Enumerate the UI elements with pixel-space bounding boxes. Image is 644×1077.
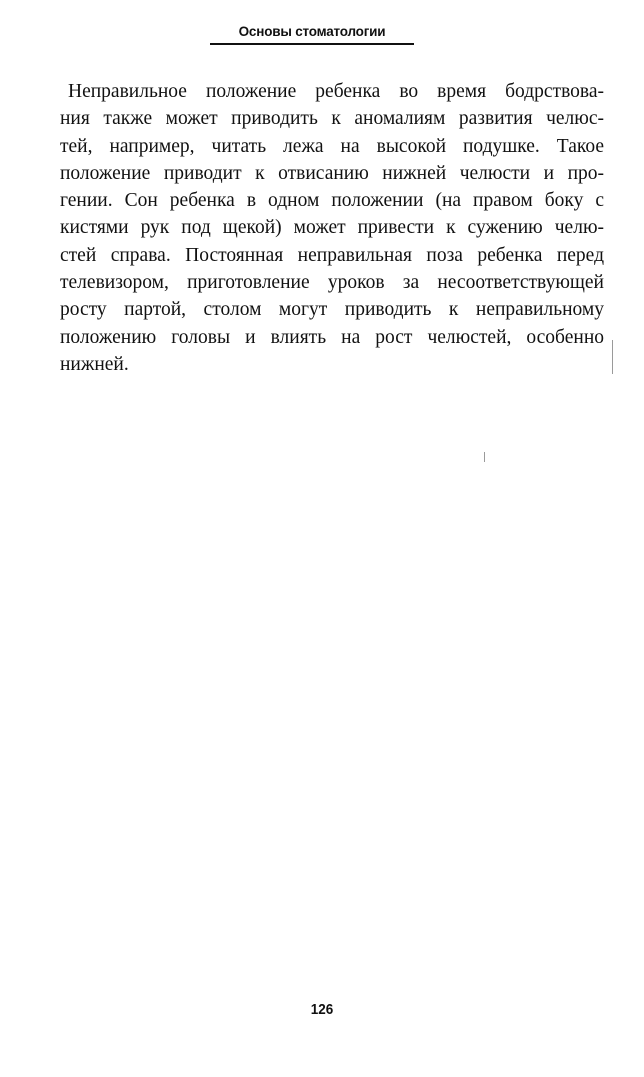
- paragraph-line: тей, например, читать лежа на высокой подушке. Такое: [60, 135, 604, 157]
- paragraph-line: ния также может приводить к аномалиям развития челюс-: [60, 108, 604, 130]
- paragraph-line: нижней.: [60, 353, 129, 375]
- paragraph-line: кистями рук под щекой) может привести к сужению челю-: [60, 217, 604, 239]
- scan-artifact-mark: [484, 452, 485, 462]
- paragraph-line: положению головы и влиять на рост челюстей, особенно: [60, 326, 604, 348]
- paragraph-line: Неправильное положение ребенка во время бодрствова-: [68, 81, 604, 102]
- page-number: 126: [310, 1001, 334, 1018]
- scan-artifact-mark: [612, 340, 613, 374]
- paragraph-line: гении. Сон ребенка в одном положении (на правом боку с: [60, 190, 604, 212]
- running-head: Основы стоматологии: [210, 22, 414, 45]
- paragraph-line: стей справа. Постоянная неправильная поза ребенка перед: [60, 244, 604, 266]
- paragraph-line: положение приводит к отвисанию нижней челюсти и про-: [60, 162, 604, 184]
- paragraph-line: телевизором, приготовление уроков за несоответствующей: [60, 272, 604, 294]
- body-paragraph: [60, 78, 604, 378]
- paragraph-line: росту партой, столом могут приводить к неправильному: [60, 299, 604, 321]
